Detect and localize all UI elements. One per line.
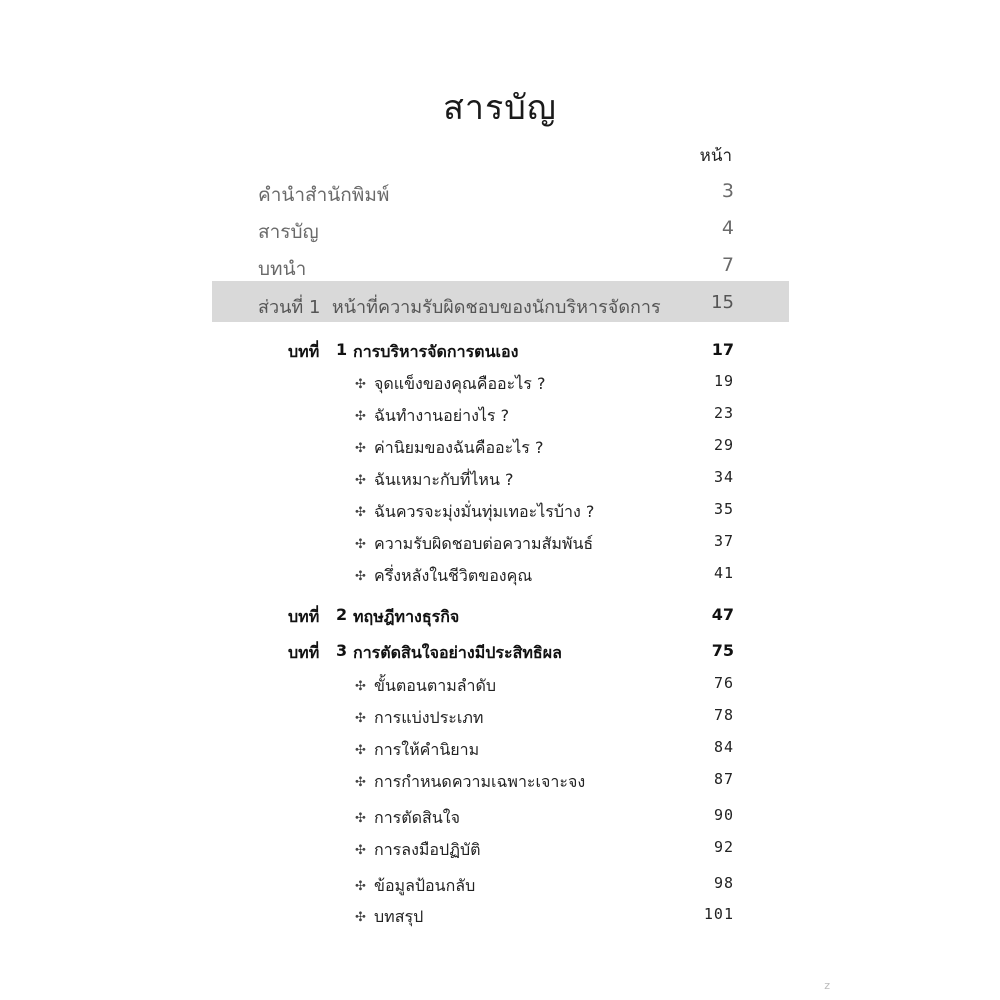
chapter-title: การตัดสินใจอย่างมีประสิทธิผล — [353, 643, 562, 662]
section-page: 29 — [713, 436, 734, 454]
section-page: 37 — [713, 532, 734, 550]
toc-entry-label: คำนำสำนักพิมพ์ — [258, 184, 390, 206]
section-label: การให้คำนิยาม — [374, 740, 480, 759]
chapter-page: 47 — [711, 605, 734, 624]
bullet-icon: ✣ — [355, 473, 366, 488]
section-label: ค่านิยมของฉันคืออะไร ? — [374, 438, 544, 457]
section-page: 101 — [703, 905, 734, 923]
toc-section-entry[interactable] — [355, 838, 734, 863]
section-page: 92 — [713, 838, 734, 856]
section-page: 78 — [713, 706, 734, 724]
toc-section-entry[interactable] — [355, 500, 734, 525]
bullet-icon: ✣ — [355, 775, 366, 790]
toc-entry-front[interactable] — [258, 254, 734, 284]
page-title: สารบัญ — [443, 88, 557, 128]
section-label: ความรับผิดชอบต่อความสัมพันธ์ — [374, 534, 594, 553]
chapter-heading[interactable] — [288, 641, 734, 666]
toc-entry-label: สารบัญ — [258, 221, 319, 243]
section-page: 76 — [713, 674, 734, 692]
bullet-icon: ✣ — [355, 711, 366, 726]
section-page: 98 — [713, 874, 734, 892]
toc-section-entry[interactable] — [355, 468, 734, 493]
section-page: 87 — [713, 770, 734, 788]
section-label: ฉันควรจะมุ่งมั่นทุ่มเทอะไรบ้าง ? — [374, 502, 595, 521]
section-label: การลงมือปฏิบัติ — [374, 840, 481, 859]
bullet-icon: ✣ — [355, 377, 366, 392]
bullet-icon: ✣ — [355, 811, 366, 826]
section-page: 84 — [713, 738, 734, 756]
section-label: ข้อมูลป้อนกลับ — [374, 876, 476, 895]
section-label: การตัดสินใจ — [374, 808, 460, 827]
part-heading-page: 15 — [711, 292, 734, 313]
section-label: ฉันทำงานอย่างไร ? — [374, 406, 510, 425]
bullet-icon: ✣ — [355, 843, 366, 858]
section-label: จุดแข็งของคุณคืออะไร ? — [374, 374, 546, 393]
bullet-icon: ✣ — [355, 505, 366, 520]
part-heading-label: ส่วนที่ 1 หน้าที่ความรับผิดชอบของนักบริหารจัดการ — [258, 297, 661, 318]
chapter-heading[interactable] — [288, 605, 734, 630]
toc-section-entry[interactable] — [355, 706, 734, 731]
toc-section-entry[interactable] — [355, 806, 734, 831]
section-label: ครึ่งหลังในชีวิตของคุณ — [374, 566, 533, 585]
chapter-page: 75 — [711, 641, 734, 660]
chapter-number: 2 — [336, 605, 348, 624]
toc-entry-page: 3 — [721, 180, 734, 202]
section-label: ฉันเหมาะกับที่ไหน ? — [374, 470, 514, 489]
toc-section-entry[interactable] — [355, 532, 734, 557]
toc-section-entry[interactable] — [355, 674, 734, 699]
toc-entry-label: บทนำ — [258, 258, 307, 280]
bullet-icon: ✣ — [355, 537, 366, 552]
bullet-icon: ✣ — [355, 879, 366, 894]
section-label: การแบ่งประเภท — [374, 708, 484, 727]
bullet-icon: ✣ — [355, 743, 366, 758]
section-page: 41 — [713, 564, 734, 582]
toc-entry-page: 7 — [721, 254, 734, 276]
toc-section-entry[interactable] — [355, 738, 734, 763]
chapter-number: 3 — [336, 641, 348, 660]
part-heading[interactable] — [258, 292, 734, 321]
toc-entry-front[interactable] — [258, 217, 734, 247]
toc-section-entry[interactable] — [355, 905, 734, 930]
chapter-page: 17 — [711, 340, 734, 359]
section-page: 34 — [713, 468, 734, 486]
toc-entry-page: 4 — [721, 217, 734, 239]
chapter-label: บทที่ — [288, 342, 320, 361]
bullet-icon: ✣ — [355, 409, 366, 424]
toc-section-entry[interactable] — [355, 404, 734, 429]
page-column-label: หน้า — [699, 146, 732, 166]
chapter-title: การบริหารจัดการตนเอง — [353, 342, 519, 361]
chapter-number: 1 — [336, 340, 348, 359]
bullet-icon: ✣ — [355, 569, 366, 584]
toc-section-entry[interactable] — [355, 770, 734, 795]
bullet-icon: ✣ — [355, 910, 366, 925]
section-page: 23 — [713, 404, 734, 422]
chapter-title: ทฤษฎีทางธุรกิจ — [353, 607, 460, 626]
chapter-heading[interactable] — [288, 340, 734, 365]
section-page: 19 — [713, 372, 734, 390]
toc-section-entry[interactable] — [355, 874, 734, 899]
bullet-icon: ✣ — [355, 679, 366, 694]
chapter-label: บทที่ — [288, 607, 320, 626]
section-label: ขั้นตอนตามลำดับ — [374, 676, 497, 695]
section-page: 90 — [713, 806, 734, 824]
section-label: การกำหนดความเฉพาะเจาะจง — [374, 772, 586, 791]
chapter-label: บทที่ — [288, 643, 320, 662]
corner-mark: z — [824, 979, 830, 992]
toc-entry-front[interactable] — [258, 180, 734, 210]
toc-section-entry[interactable] — [355, 564, 734, 589]
toc-section-entry[interactable] — [355, 436, 734, 461]
section-page: 35 — [713, 500, 734, 518]
bullet-icon: ✣ — [355, 441, 366, 456]
section-label: บทสรุป — [374, 907, 424, 926]
toc-section-entry[interactable] — [355, 372, 734, 397]
